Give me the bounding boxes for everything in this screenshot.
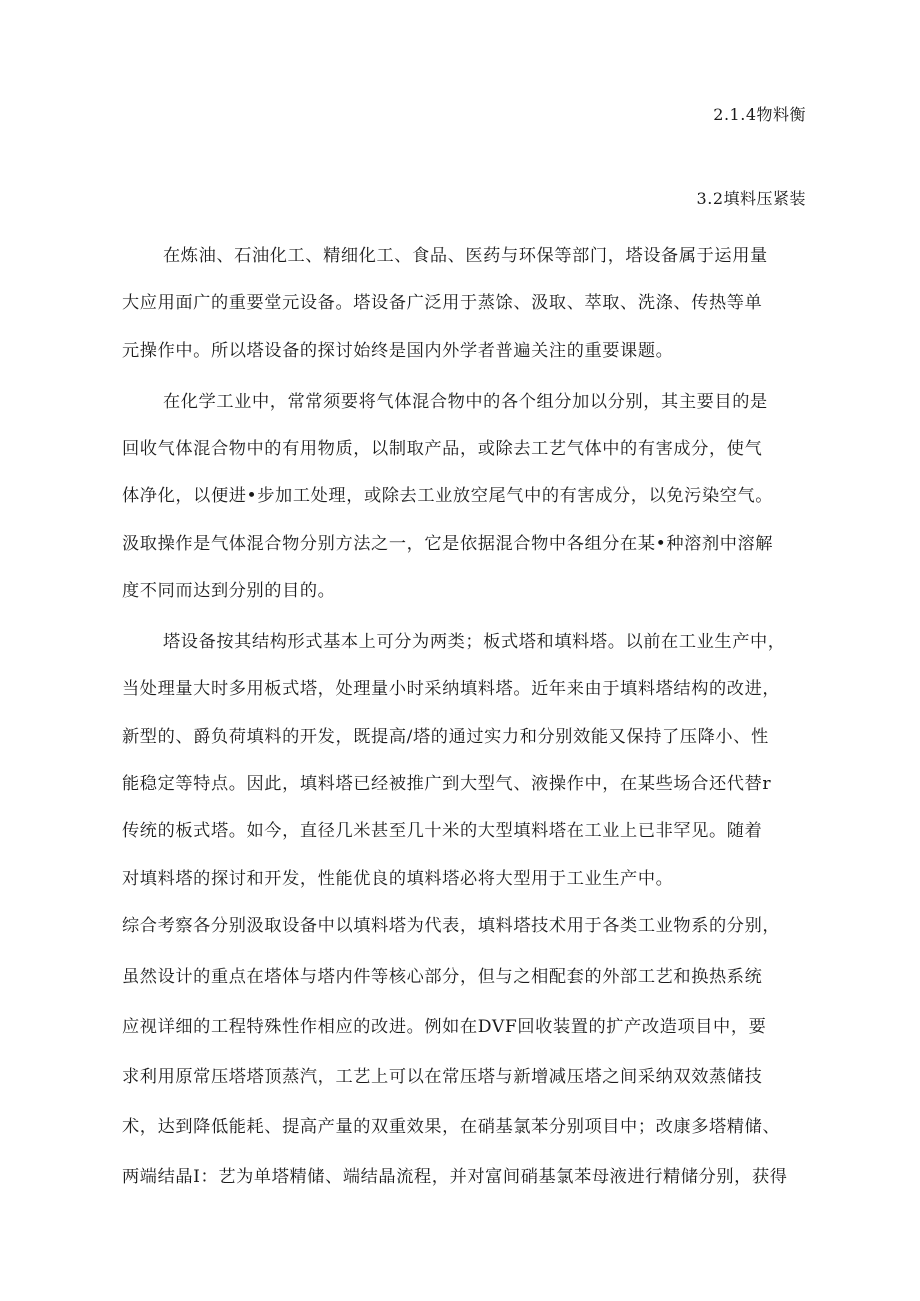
paragraph-line: 回收气体混合物中的有用物质，以制取产品，或除去工艺气体中的有害成分，使气 xyxy=(122,439,763,459)
paragraph-line: 当处理量大时多用板式塔，处理量小时采纳填料塔。近年来由于填料塔结构的改进， xyxy=(122,679,781,699)
paragraph-line: 在化学工业中，常常须要将气体混合物中的各个组分加以分别，其主要目的是 xyxy=(163,392,768,412)
paragraph-line: 术，达到降低能耗、提高产量的双重效果，在硝基氯苯分别项目中；改康多塔精储、 xyxy=(122,1117,781,1137)
paragraph-line: 综合考察各分别汲取设备中以填料塔为代表，填料塔技术用于各类工业物系的分别， xyxy=(122,916,781,936)
paragraph-line: 新型的、爵负荷填料的开发，既提高/塔的通过实力和分别效能又保持了压降小、性 xyxy=(122,727,769,747)
paragraph-line: 汲取操作是气体混合物分别方法之一，它是依据混合物中各组分在某•种溶剂中溶解 xyxy=(122,534,774,554)
heading-section-3-2: 3.2填料压紧装 xyxy=(696,189,806,208)
paragraph-line: 塔设备按其结构形式基本上可分为两类；板式塔和填料塔。以前在工业生产中， xyxy=(163,632,786,652)
paragraph-line: 两端结晶I：艺为单塔精储、端结晶流程，并对富间硝基氯苯母液进行精储分别，获得 xyxy=(122,1167,788,1187)
paragraph-line: 应视详细的工程特殊性作相应的改进。例如在DVF回收装置的扩产改造项目中，要 xyxy=(122,1017,767,1037)
paragraph-line: 能稳定等特点。因此，填料塔已经被推广到大型气、液操作中，在某些场合还代替r xyxy=(122,774,772,794)
paragraph-line: 传统的板式塔。如今，直径几米甚至几十米的大型填料塔在工业上已非罕见。随着 xyxy=(122,821,763,841)
paragraph-line: 度不同而达到分别的目的。 xyxy=(122,581,336,601)
paragraph-line: 大应用面广的重要堂元设备。塔设备广泛用于蒸馀、汲取、萃取、洗涤、传热等单 xyxy=(122,293,763,313)
paragraph-line: 对填料塔的探讨和开发，性能优良的填料塔必将大型用于工业生产中。 xyxy=(122,869,674,889)
paragraph-line: 元操作中。所以塔设备的探讨始终是国内外学者普遍关注的重要课题。 xyxy=(122,341,674,361)
paragraph-line: 求利用原常压塔塔顶蒸汽，工艺上可以在常压塔与新增减压塔之间采纳双效蒸储技 xyxy=(122,1067,763,1087)
paragraph-line: 在炼油、石油化工、精细化工、食品、医药与环保等部门，塔设备属于运用量 xyxy=(163,246,768,266)
heading-section-2-1-4: 2.1.4物料衡 xyxy=(713,105,806,124)
paragraph-line: 虽然设计的重点在塔体与塔内件等核心部分，但与之相配套的外部工艺和换热系统 xyxy=(122,967,763,987)
paragraph-line: 体净化，以便进•步加工处理，或除去工业放空尾气中的有害成分，以免污染空气。 xyxy=(122,486,774,506)
